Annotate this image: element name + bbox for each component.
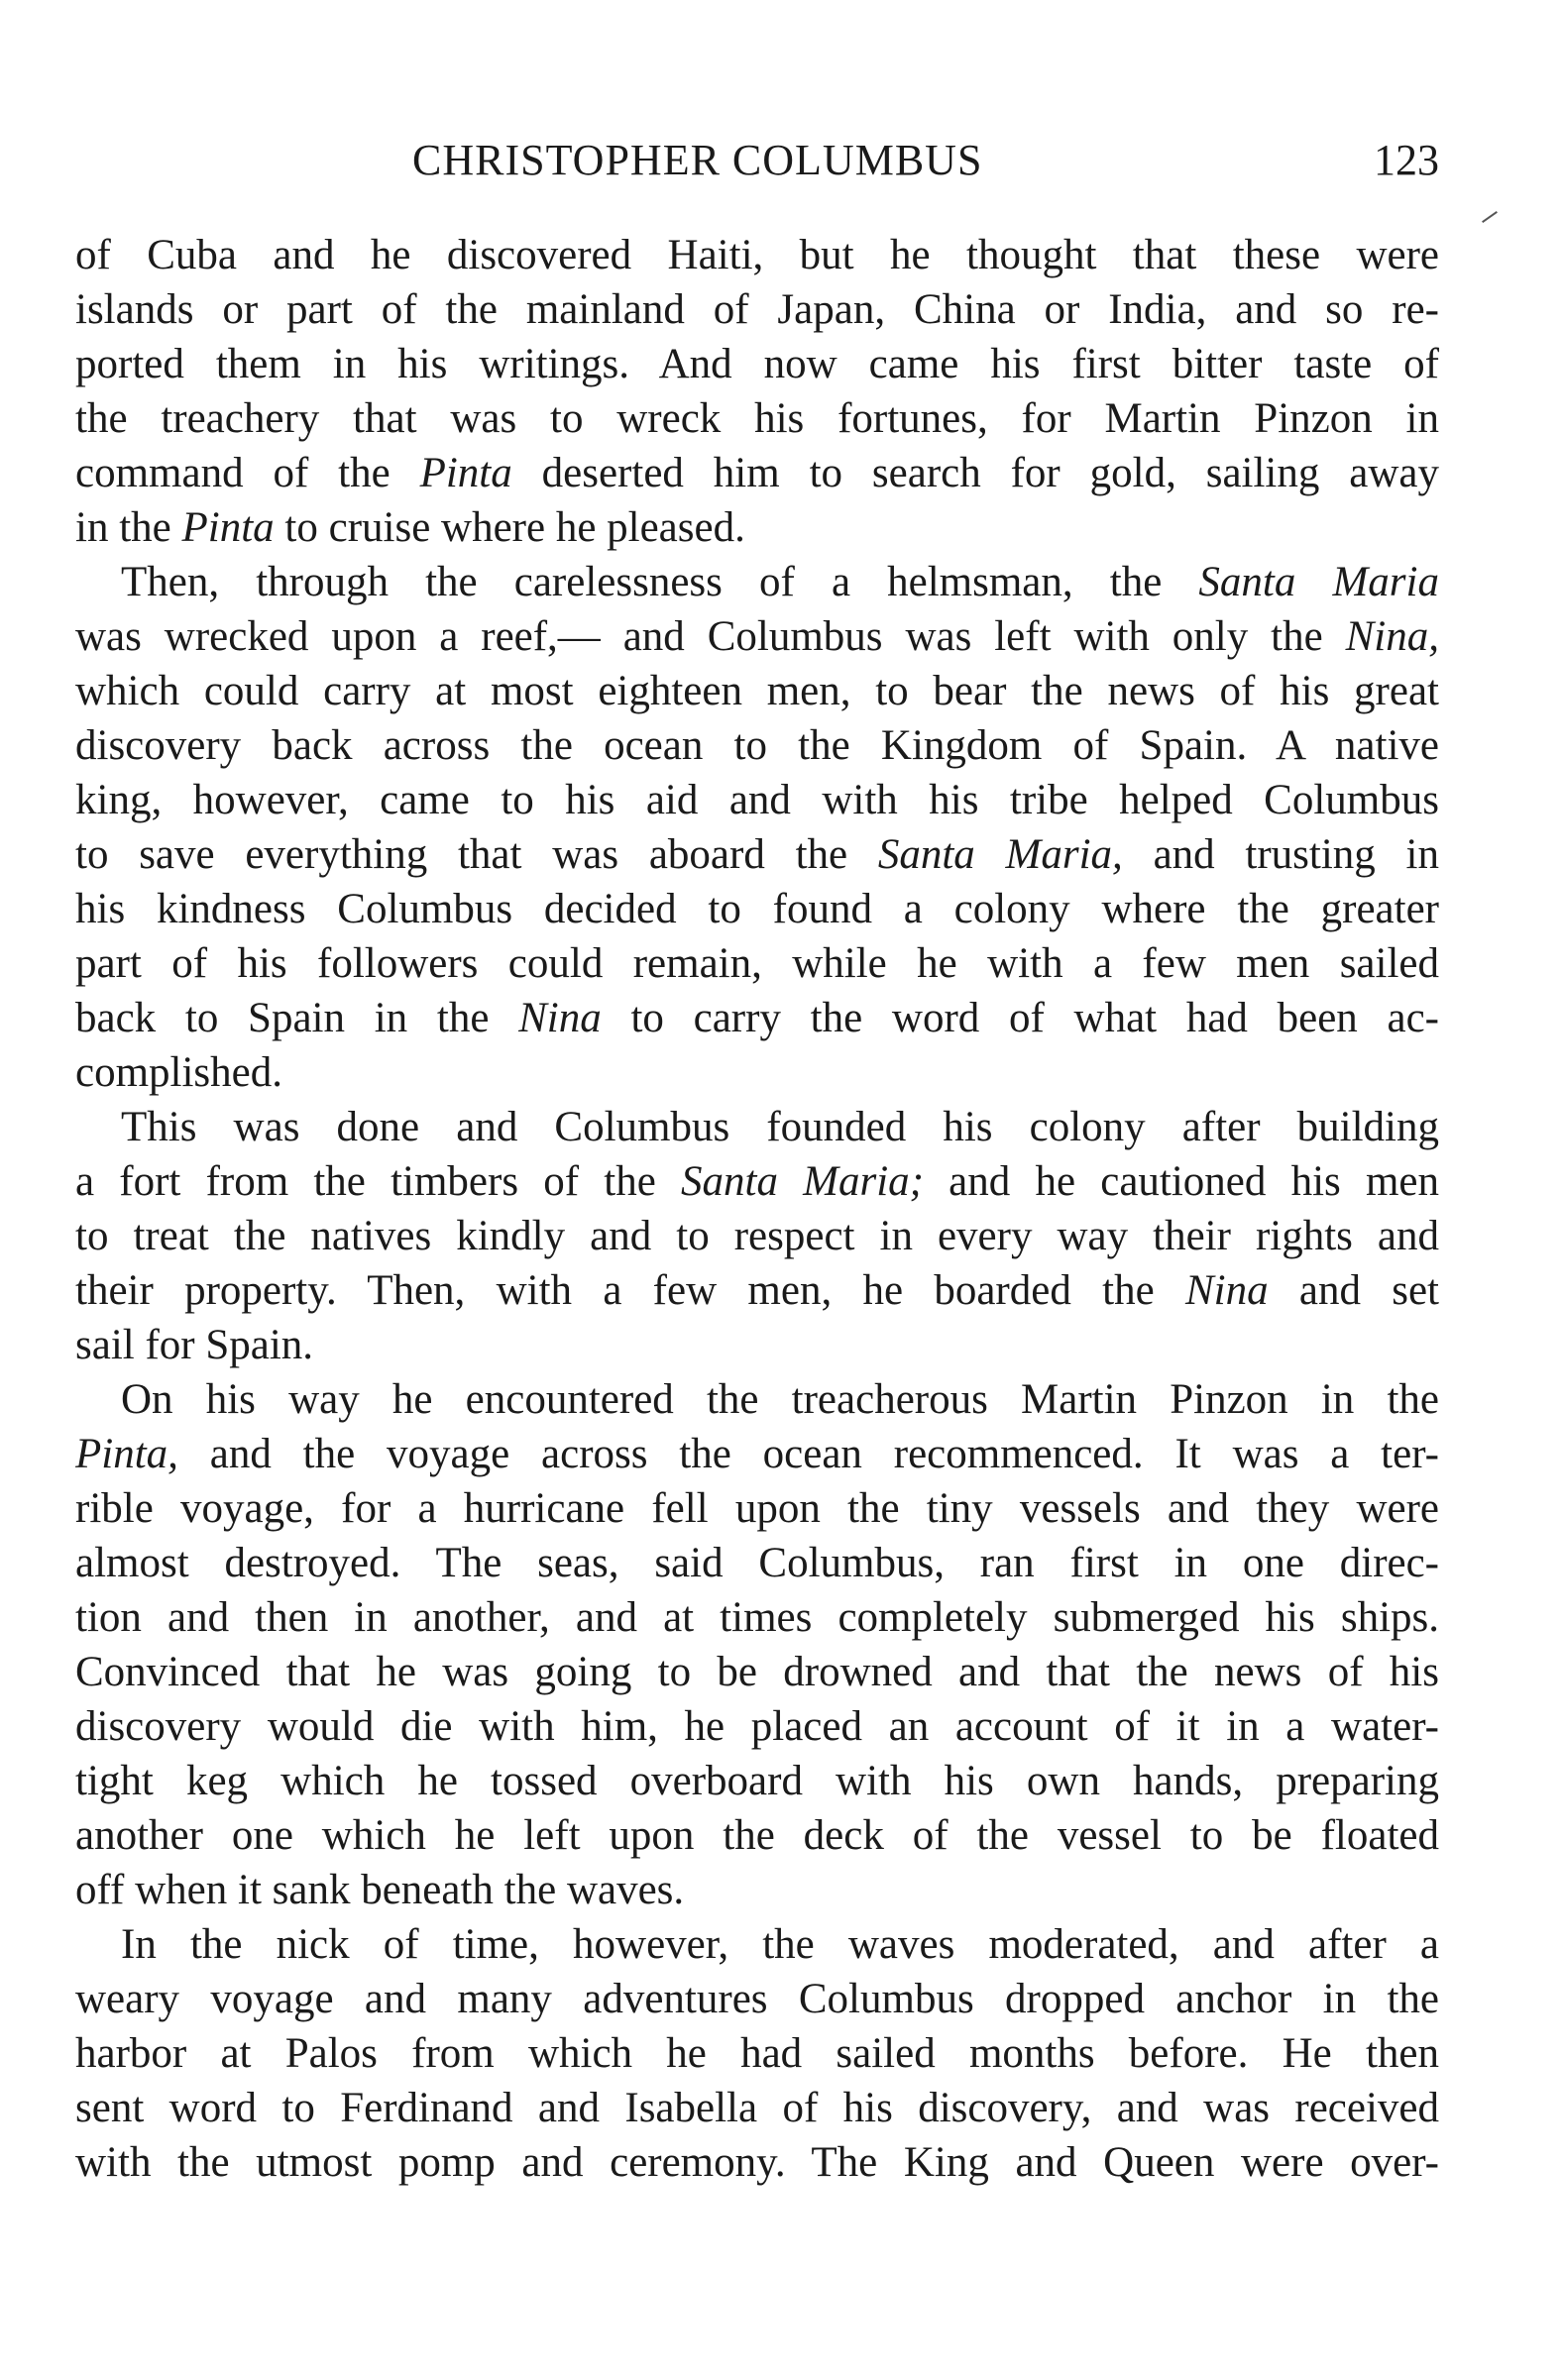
text-line: which could carry at most eighteen men, to bear the news of his great	[75, 668, 1439, 714]
body-text	[75, 228, 1439, 2190]
text-line: his kindness Columbus decided to found a colony where the greater	[75, 886, 1439, 932]
text-line: back to Spain in the Nina to carry the word of what had been ac-	[75, 995, 1439, 1041]
text-line: off when it sank beneath the waves.	[75, 1867, 685, 1913]
text-line: ported them in his writings. And now came his first bitter taste of	[75, 341, 1439, 387]
margin-mark	[1482, 211, 1498, 223]
text-line: This was done and Columbus founded his colony after building	[121, 1104, 1439, 1150]
text-line: sent word to Ferdinand and Isabella of his discovery, and was received	[75, 2085, 1439, 2131]
text-line: with the utmost pomp and ceremony. The King and Queen were over-	[75, 2139, 1439, 2186]
text-line: king, however, came to his aid and with his tribe helped Columbus	[75, 777, 1439, 823]
text-line: of Cuba and he discovered Haiti, but he thought that these were	[75, 232, 1439, 278]
text-line: in the Pinta to cruise where he pleased.	[75, 504, 745, 551]
text-line: the treachery that was to wreck his fortunes, for Martin Pinzon in	[75, 395, 1439, 442]
text-line: On his way he encountered the treacherous Martin Pinzon in the	[121, 1376, 1439, 1423]
text-line: weary voyage and many adventures Columbus dropped anchor in the	[75, 1976, 1439, 2022]
text-line: was wrecked upon a reef,— and Columbus was left with only the Nina,	[75, 613, 1439, 660]
text-line: tight keg which he tossed overboard with his own hands, preparing	[75, 1758, 1439, 1804]
text-line: discovery back across the ocean to the Kingdom of Spain. A native	[75, 722, 1439, 769]
text-line: discovery would die with him, he placed an account of it in a water-	[75, 1703, 1439, 1750]
text-line: sail for Spain.	[75, 1322, 314, 1368]
text-line: Pinta, and the voyage across the ocean recommenced. It was a ter-	[75, 1431, 1439, 1477]
text-line: tion and then in another, and at times completely submerged his ships.	[75, 1594, 1439, 1641]
text-line: harbor at Palos from which he had sailed months before. He then	[75, 2030, 1439, 2077]
text-line: complished.	[75, 1049, 282, 1096]
text-line: to save everything that was aboard the Santa Maria, and trusting in	[75, 831, 1439, 878]
text-line: a fort from the timbers of the Santa Maria; and he cautioned his men	[75, 1158, 1439, 1205]
running-title: CHRISTOPHER COLUMBUS	[412, 136, 983, 184]
text-line: their property. Then, with a few men, he boarded the Nina and set	[75, 1267, 1439, 1314]
text-line: islands or part of the mainland of Japan, China or India, and so re-	[75, 286, 1439, 333]
text-line: part of his followers could remain, while he with a few men sailed	[75, 940, 1439, 987]
text-line: almost destroyed. The seas, said Columbus, ran first in one direc-	[75, 1540, 1439, 1586]
page-number: 123	[1374, 136, 1439, 184]
text-line: to treat the natives kindly and to respect in every way their rights and	[75, 1213, 1439, 1259]
text-line: Convinced that he was going to be drowned and that the news of his	[75, 1649, 1439, 1695]
text-line: another one which he left upon the deck of the vessel to be floated	[75, 1812, 1439, 1859]
text-line: In the nick of time, however, the waves moderated, and after a	[121, 1921, 1439, 1968]
text-line: command of the Pinta deserted him to search for gold, sailing away	[75, 450, 1439, 496]
text-line: Then, through the carelessness of a helmsman, the Santa Maria	[121, 559, 1439, 605]
text-line: rible voyage, for a hurricane fell upon the tiny vessels and they were	[75, 1485, 1439, 1532]
running-head	[75, 131, 1439, 190]
